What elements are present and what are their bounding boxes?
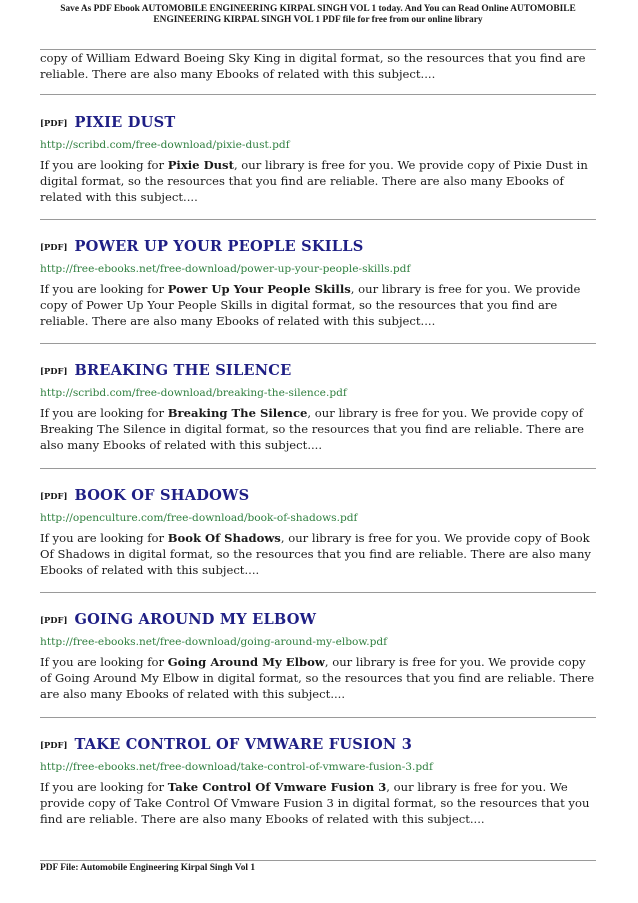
desc-rest: , our library is free for you. We provide copy of Book Of Shadows in digital format, so the resources that you find are reliable. There are also many Ebooks of related with this subject....: [40, 531, 591, 578]
desc-bold-title: Pixie Dust: [167, 158, 234, 172]
entry-description: [40, 779, 596, 828]
desc-prefix: If you are looking for: [40, 780, 168, 794]
pdf-tag: [PDF]: [40, 740, 68, 750]
pdf-tag: [PDF]: [40, 242, 68, 252]
book-entry: [40, 734, 596, 828]
desc-prefix: If you are looking for: [40, 531, 168, 545]
entry-description: [40, 157, 596, 206]
entry-description: [40, 654, 596, 703]
pdf-tag: [PDF]: [40, 366, 68, 376]
desc-rest: , our library is free for you. We provide copy of Take Control Of Vmware Fusion 3 in digital format, so the resources that you find are reliable. There are also many Ebooks of related with this subject....: [40, 780, 590, 827]
pdf-tag: [PDF]: [40, 615, 68, 625]
entry-title: BREAKING THE SILENCE: [74, 362, 292, 379]
footer-divider: [40, 860, 596, 861]
desc-bold-title: Going Around My Elbow: [167, 655, 325, 669]
section-divider: [40, 717, 596, 718]
entry-description: [40, 405, 596, 454]
entry-title-row: [40, 360, 596, 382]
section-divider: [40, 219, 596, 220]
entry-title: TAKE CONTROL OF VMWARE FUSION 3: [74, 736, 413, 753]
desc-rest: , our library is free for you. We provide copy of Power Up Your People Skills in digital format, so the resources that you find are reliable. There are also many Ebooks of related with this subject....: [40, 282, 581, 329]
desc-bold-title: Breaking The Silence: [167, 406, 308, 420]
entry-link[interactable]: http://scribd.com/free-download/pixie-dust.pdf: [40, 139, 290, 151]
desc-rest: , our library is free for you. We provide copy of Going Around My Elbow in digital format, so the resources that you find are reliable. There are also many Ebooks of related with this subject....: [40, 655, 595, 702]
entry-link[interactable]: http://free-ebooks.net/free-download/power-up-your-people-skills.pdf: [40, 263, 411, 275]
entry-link[interactable]: http://scribd.com/free-download/breaking-the-silence.pdf: [40, 387, 347, 399]
entry-title-row: [40, 112, 596, 134]
entry-title-row: [40, 485, 596, 507]
entry-title: GOING AROUND MY ELBOW: [74, 611, 317, 628]
book-entry: [40, 485, 596, 579]
pdf-tag: [PDF]: [40, 118, 68, 128]
desc-prefix: If you are looking for: [40, 406, 168, 420]
desc-rest: , our library is free for you. We provide copy of Breaking The Silence in digital format, so the resources that you find are reliable. There are also many Ebooks of related with this subject....: [40, 406, 584, 453]
header-line-1: Save As PDF Ebook AUTOMOBILE ENGINEERING KIRPAL SINGH VOL 1 today. And You can Read Online AUTOMOBILE: [60, 4, 576, 14]
section-divider: [40, 343, 596, 344]
entry-title-row: [40, 236, 596, 258]
page-footer: PDF File: Automobile Engineering Kirpal Singh Vol 1: [40, 863, 256, 873]
entry-link[interactable]: http://openculture.com/free-download/book-of-shadows.pdf: [40, 512, 358, 524]
desc-rest: , our library is free for you. We provide copy of Pixie Dust in digital format, so the resources that you find are reliable. There are also many Ebooks of related with this subject....: [40, 158, 588, 205]
entry-link[interactable]: http://free-ebooks.net/free-download/take-control-of-vmware-fusion-3.pdf: [40, 761, 433, 773]
entry-title-row: [40, 734, 596, 756]
desc-bold-title: Power Up Your People Skills: [167, 282, 351, 296]
entry-title-row: [40, 609, 596, 631]
section-divider: [40, 94, 596, 95]
section-divider: [40, 468, 596, 469]
entry-title: BOOK OF SHADOWS: [74, 487, 250, 504]
desc-prefix: If you are looking for: [40, 655, 168, 669]
page-header: [40, 4, 596, 26]
book-entry: [40, 112, 596, 206]
entry-description: [40, 530, 596, 579]
book-entry: [40, 360, 596, 454]
desc-bold-title: Take Control Of Vmware Fusion 3: [167, 780, 387, 794]
intro-paragraph: copy of William Edward Boeing Sky King in digital format, so the resources that you find are reliable. There are also many Ebooks of related with this subject....: [40, 51, 586, 82]
desc-prefix: If you are looking for: [40, 282, 168, 296]
header-line-2: ENGINEERING KIRPAL SINGH VOL 1 PDF file for free from our online library: [153, 15, 483, 25]
book-entry: [40, 236, 596, 330]
entry-description: [40, 281, 596, 330]
entry-link[interactable]: http://free-ebooks.net/free-download/going-around-my-elbow.pdf: [40, 636, 388, 648]
book-entry: [40, 609, 596, 703]
entry-title: PIXIE DUST: [74, 114, 176, 131]
section-divider: [40, 592, 596, 593]
pdf-tag: [PDF]: [40, 491, 68, 501]
entry-title: POWER UP YOUR PEOPLE SKILLS: [74, 238, 364, 255]
desc-bold-title: Book Of Shadows: [167, 531, 281, 545]
desc-prefix: If you are looking for: [40, 158, 168, 172]
